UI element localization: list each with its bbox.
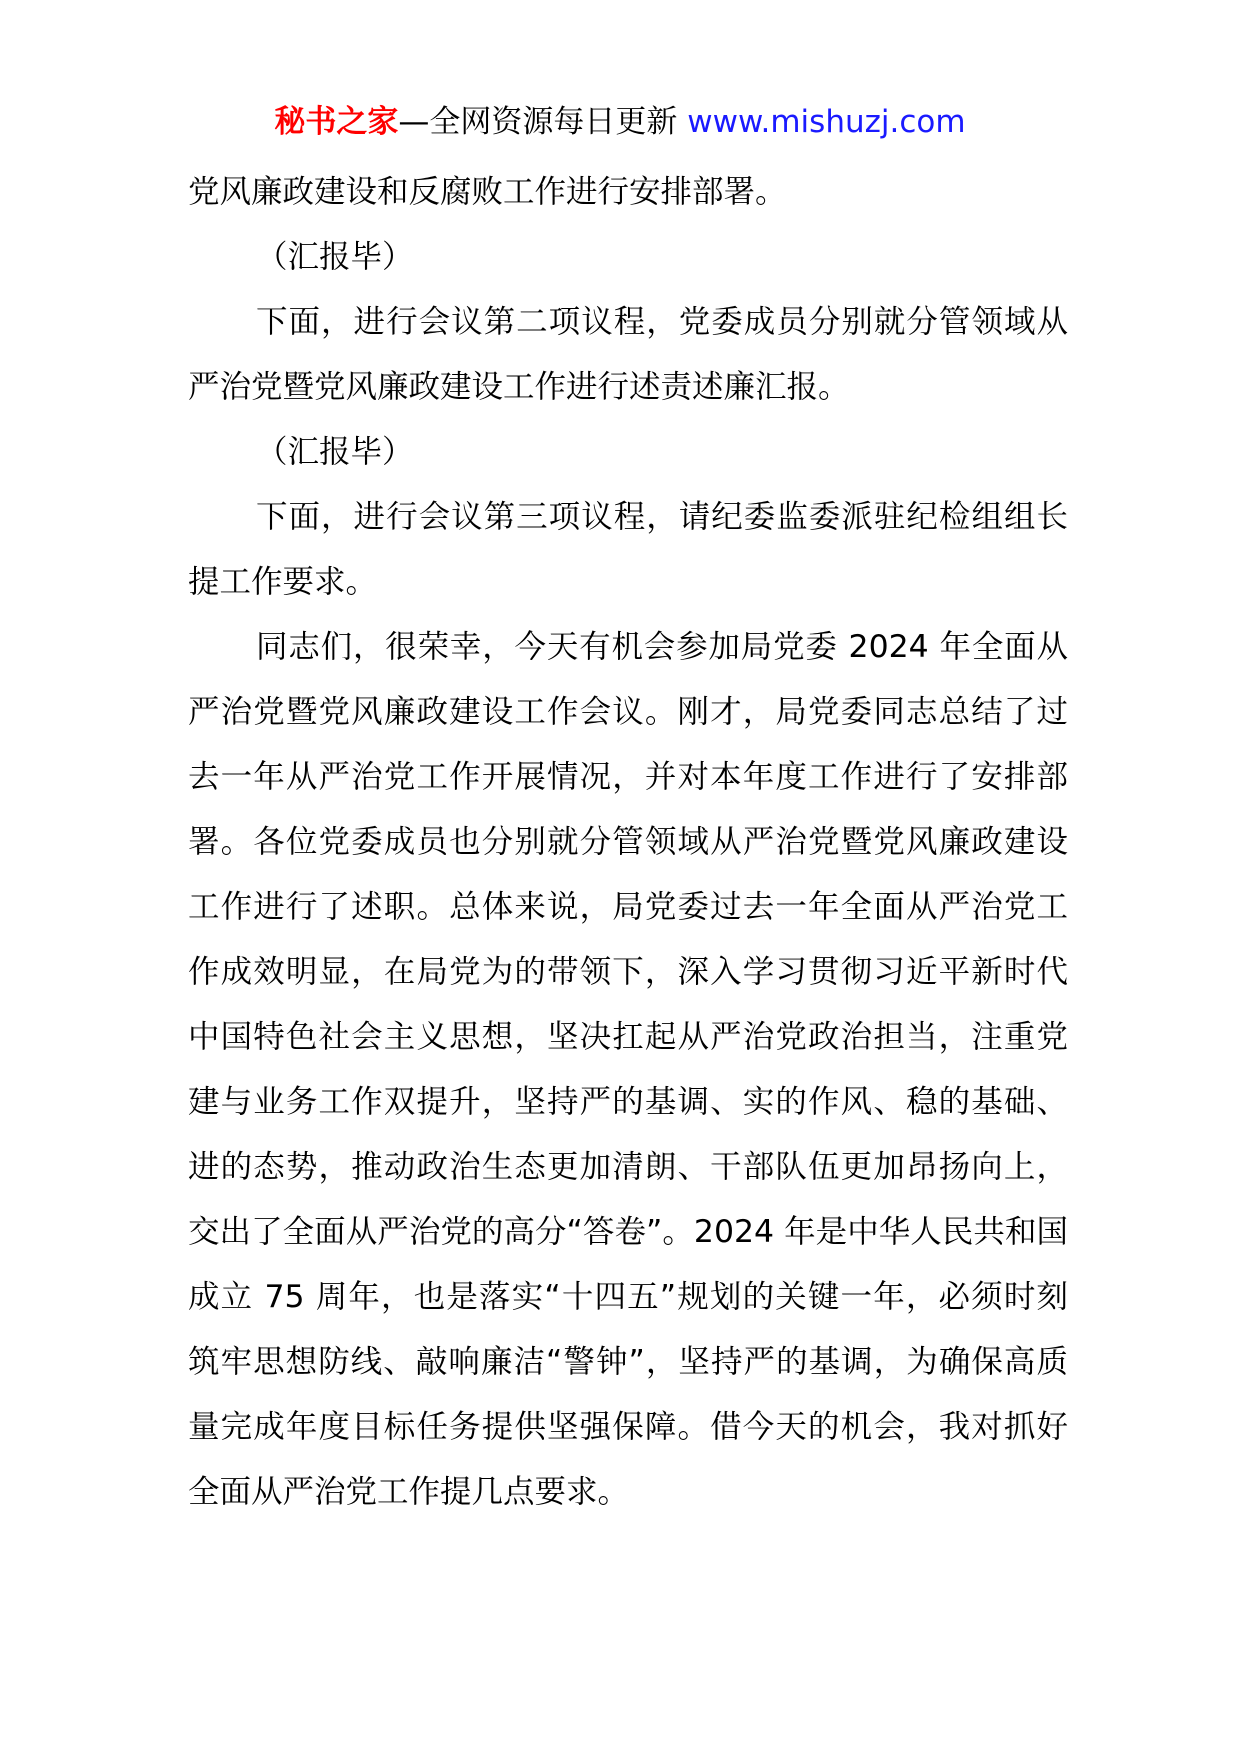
page-header xyxy=(0,100,1240,144)
paragraph: 同志们，很荣幸，今天有机会参加局党委 2024 年全面从严治党暨党风廉政建设工作会议。刚才，局党委同志总结了过去一年从严治党工作开展情况，并对本年度工作进行了安排部署。各位党委成员也分别就分管领域从严治党暨党风廉政建设工作进行了述职。总体来说，局党委过去一年全面从严治党工作成效明显，在局党为的带领下，深入学习贯彻习近平新时代中国特色社会主义思想，坚决扛起从严治党政治担当，注重党建与业务工作双提升，坚持严的基调、实的作风、稳的基础、进的态势，推动政治生态更加清朗、干部队伍更加昂扬向上，交出了全面从严治党的高分“答卷”。2024 年是中华人民共和国成立 75 周年，也是落实“十四五”规划的关键一年，必须时刻筑牢思想防线、敲响廉洁“警钟”，坚持严的基调，为确保高质量完成年度目标任务提供坚强保障。借今天的机会，我对抓好全面从严治党工作提几点要求。 xyxy=(188,629,1068,1510)
paragraph: 下面，进行会议第三项议程，请纪委监委派驻纪检组组长提工作要求。 xyxy=(188,499,1068,600)
document-body xyxy=(188,160,1068,1525)
website-url[interactable]: www.mishuzj.com xyxy=(687,104,966,140)
header-tagline: —全网资源每日更新 xyxy=(398,104,678,140)
paragraph: （汇报毕） xyxy=(256,434,414,470)
paragraph: （汇报毕） xyxy=(256,239,414,275)
paragraph: 党风廉政建设和反腐败工作进行安排部署。 xyxy=(188,174,787,210)
paragraph: 下面，进行会议第二项议程，党委成员分别就分管领域从严治党暨党风廉政建设工作进行述责述廉汇报。 xyxy=(188,304,1068,405)
brand-name: 秘书之家 xyxy=(274,104,399,140)
